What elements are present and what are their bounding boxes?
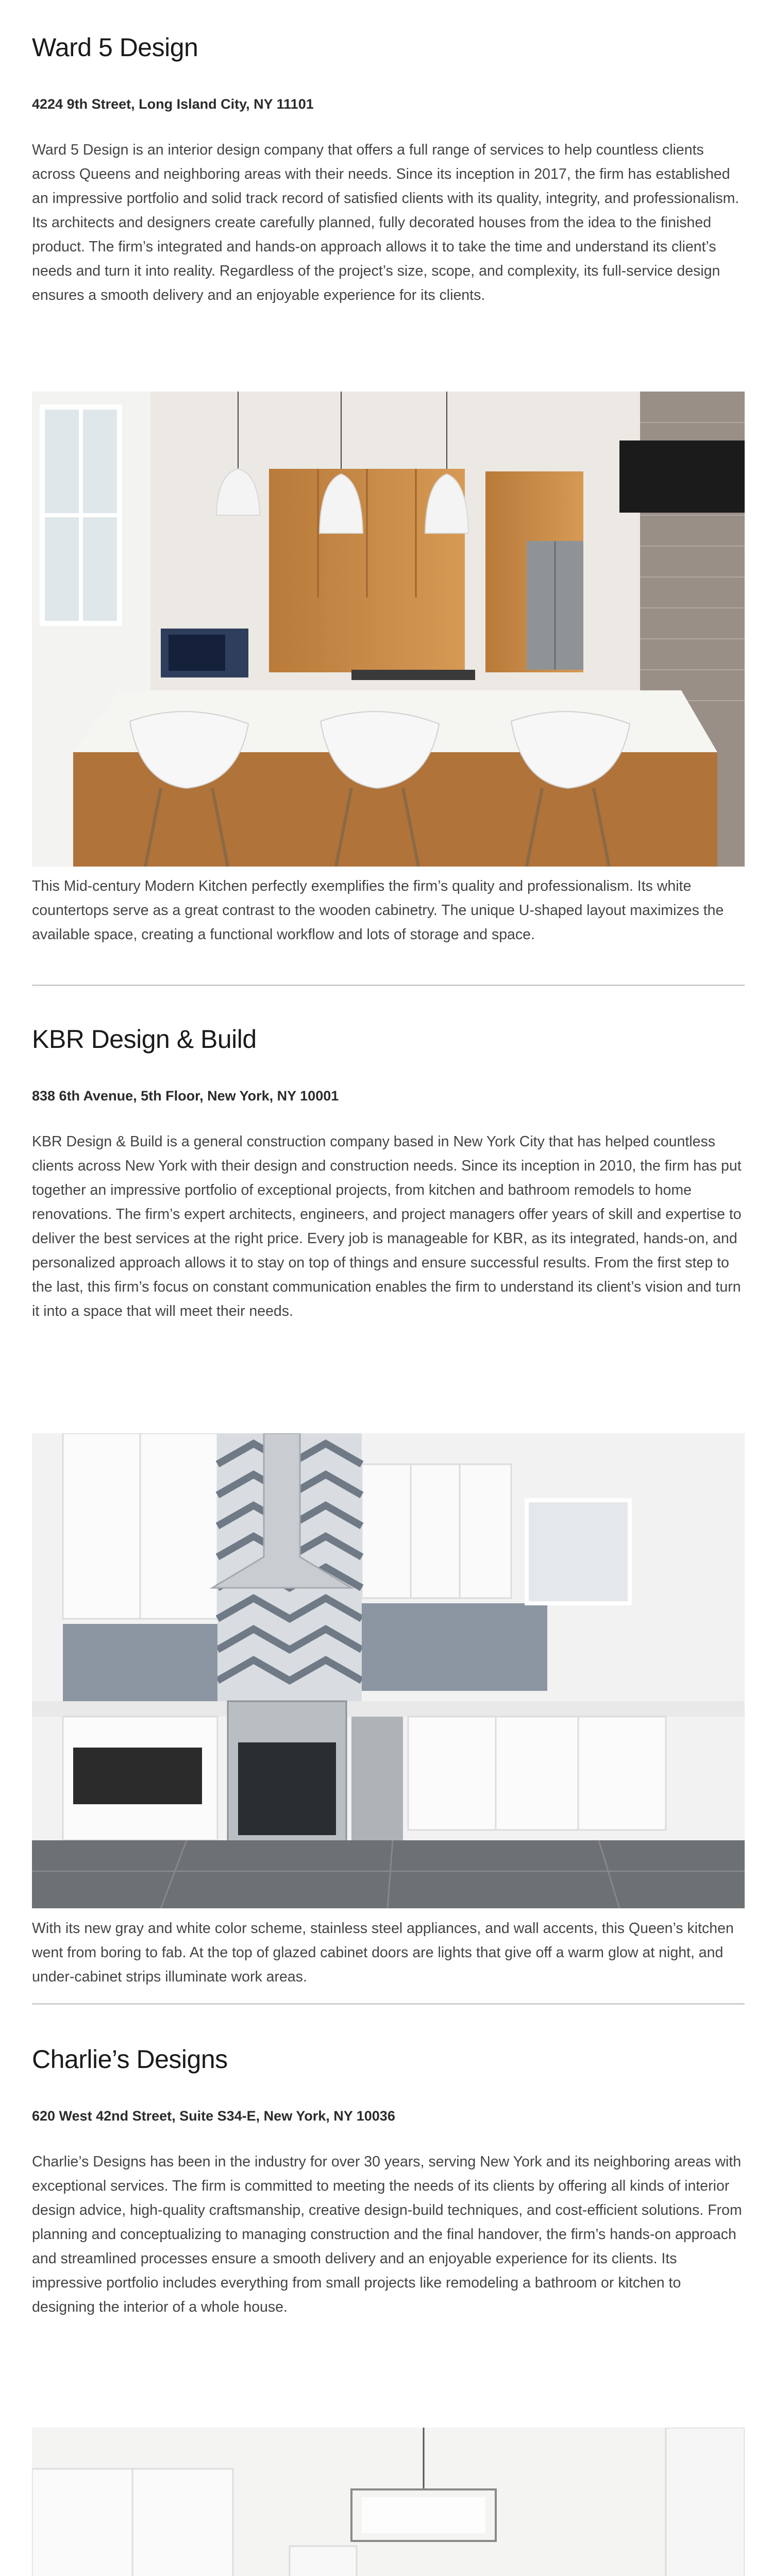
firm-description: Ward 5 Design is an interior design company that offers a full range of services to help countless clients across Queens and neighboring areas with their needs. Since its inception in 2017, the firm has established an impressive portfolio and solid track record of satisfied clients with its quality, integrity, and professionalism. Its architects and designers create carefully planned, fully decorated houses from the idea to the finished product. The firm’s integrated and hands-on approach allows it to take the time and understand its client’s needs and turn it into reality. Regardless of the project’s size, scope, and complexity, its full-service design ensures a smooth delivery and an enjoyable experience for its clients. xyxy=(32,142,740,303)
kitchen-illustration xyxy=(32,2428,745,2576)
firm-address: 4224 9th Street, Long Island City, NY 11101 xyxy=(32,96,314,112)
section-divider xyxy=(32,2003,745,2005)
firm-title: Ward 5 Design xyxy=(32,33,198,62)
firm-title: KBR Design & Build xyxy=(32,1025,257,1054)
kitchen-illustration xyxy=(32,392,745,867)
kitchen-photo-wood-cabinets xyxy=(32,392,745,867)
firm-address: 620 West 42nd Street, Suite S34-E, New York, NY 10036 xyxy=(32,2108,395,2124)
photo-caption: This Mid-century Modern Kitchen perfectly exemplifies the firm’s quality and professionalism. Its white countertops serve as a great contrast to the wooden cabinetry. The unique U-shaped layout maximizes the available space, creating a functional workflow and lots of storage and space. xyxy=(32,878,724,943)
kitchen-photo-white-minimalist xyxy=(32,2428,745,2576)
section-divider xyxy=(32,985,745,986)
kitchen-illustration xyxy=(32,1433,745,1908)
firm-description: KBR Design & Build is a general construction company based in New York City that has helped countless clients across New York with their design and construction needs. Since its inception in 2010, the firm has put together an impressive portfolio of exceptional projects, from kitchen and bathroom remodels to home renovations. The firm’s expert architects, engineers, and project managers offer years of skill and expertise to deliver the best services at the right price. Every job is manageable for KBR, as its integrated, hands-on, and personalized approach allows it to stay on top of things and ensure successful results. From the first step to the last, this firm’s focus on constant communication enables the firm to understand its client’s vision and turn it into a space that will meet their needs. xyxy=(32,1133,742,1319)
firm-address: 838 6th Avenue, 5th Floor, New York, NY 10001 xyxy=(32,1088,339,1104)
firm-title: Charlie’s Designs xyxy=(32,2045,228,2074)
firm-description: Charlie’s Designs has been in the industry for over 30 years, serving New York and its neighboring areas with exceptional services. The firm is committed to meeting the needs of its clients by offering all kinds of interior design advice, high-quality craftsmanship, creative design-build techniques, and cost-efficient solutions. From planning and conceptualizing to managing construction and the final handover, the firm’s hands-on approach and streamlined processes ensure a smooth delivery and an enjoyable experience for its clients. Its impressive portfolio includes everything from small projects like remodeling a bathroom or kitchen to designing the interior of a whole house. xyxy=(32,2154,742,2315)
photo-caption: With its new gray and white color scheme, stainless steel appliances, and wall accents, this Queen’s kitchen went from boring to fab. At the top of glazed cabinet doors are lights that give off a warm glow at night, and under-cabinet strips illuminate work areas. xyxy=(32,1920,734,1985)
kitchen-photo-gray-white xyxy=(32,1433,745,1908)
